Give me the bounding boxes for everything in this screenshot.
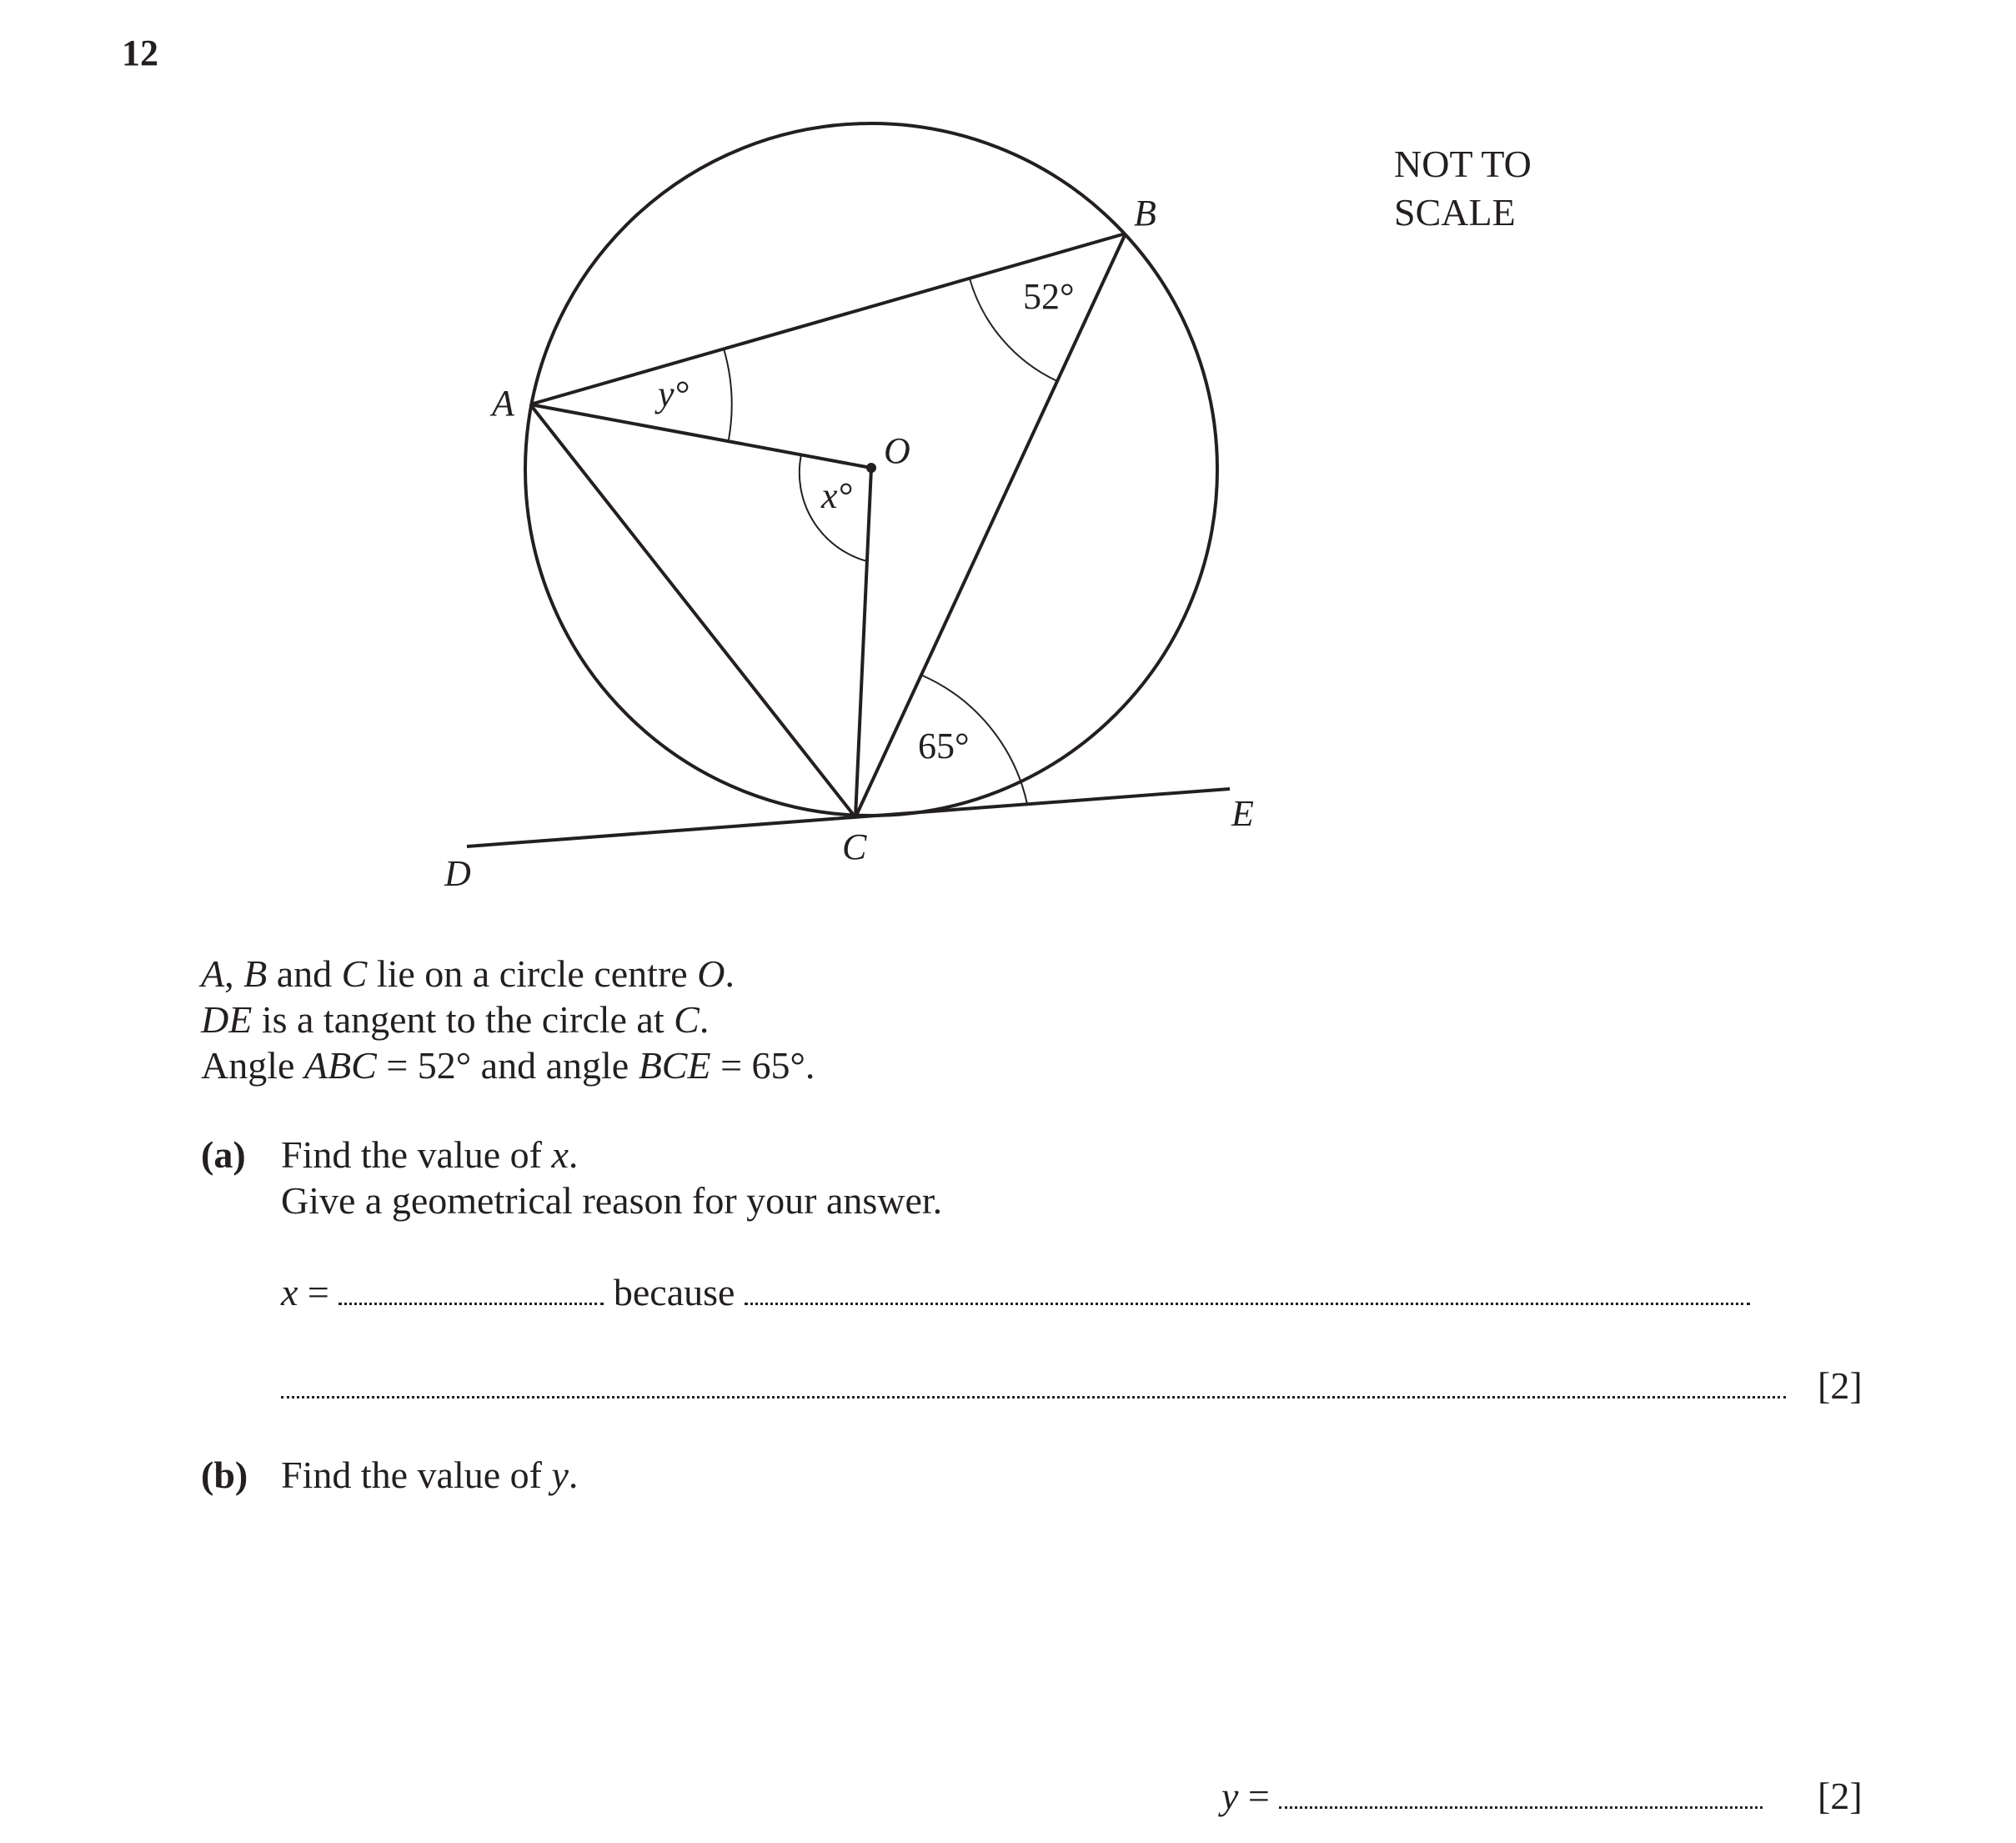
part-a-question [281, 1132, 942, 1223]
not-to-scale-line2: SCALE [1394, 191, 1516, 234]
label-e: E [1231, 793, 1254, 834]
circle-geometry-diagram [0, 0, 2016, 917]
intro-line-3: Angle ABC = 52° and angle BCE = 65°. [201, 1044, 815, 1087]
not-to-scale-note [1394, 140, 1532, 237]
centre-point-o [866, 463, 876, 473]
angle-label-65: 65° [918, 726, 970, 766]
angle-label-x: x° [821, 475, 853, 516]
part-b [201, 1452, 1702, 1502]
chord-bc [855, 234, 1126, 817]
chord-ac [530, 404, 855, 817]
part-b-answer-line: y = [1221, 1774, 1763, 1818]
answer-var-y: y [1221, 1775, 1239, 1817]
page-number: 12 [122, 33, 158, 73]
part-a-label: (a) [201, 1133, 246, 1176]
answer-var-x: x [281, 1271, 298, 1313]
radius-oc [855, 468, 871, 817]
part-a-line-2: Give a geometrical reason for your answer. [281, 1179, 943, 1222]
part-a-marks: [2] [1818, 1364, 1863, 1407]
label-c: C [842, 826, 867, 867]
radius-oa [530, 404, 871, 468]
intro-line-2: DE is a tangent to the circle at C. [201, 998, 710, 1041]
part-b-question [281, 1452, 578, 1498]
label-a: A [492, 383, 514, 424]
angle-label-y: y° [658, 374, 690, 414]
x-answer-field[interactable] [339, 1303, 604, 1305]
part-a-answer-line-1: x = because [281, 1270, 1750, 1314]
part-b-marks: [2] [1818, 1775, 1863, 1817]
reason-field-line-2[interactable] [281, 1396, 1786, 1399]
label-o: O [884, 430, 910, 471]
reason-field-line-1[interactable] [745, 1303, 1750, 1305]
angle-label-52: 52° [1023, 276, 1075, 317]
because-label: because [604, 1271, 745, 1313]
part-a-line-1: Find the value of x. [281, 1133, 579, 1176]
not-to-scale-line1: NOT TO [1394, 143, 1532, 185]
part-a [201, 1132, 1702, 1232]
part-b-line-1: Find the value of y. [281, 1454, 579, 1496]
label-b: B [1134, 193, 1156, 234]
y-answer-field[interactable] [1279, 1806, 1763, 1809]
part-b-label: (b) [201, 1454, 248, 1496]
chord-ab [530, 234, 1126, 404]
part-a-answer-line-2 [281, 1363, 1786, 1408]
label-d: D [444, 853, 471, 894]
angle-arc-y [724, 349, 732, 439]
question-intro [201, 951, 815, 1088]
intro-line-1: A, B and C lie on a circle centre O. [201, 952, 735, 995]
